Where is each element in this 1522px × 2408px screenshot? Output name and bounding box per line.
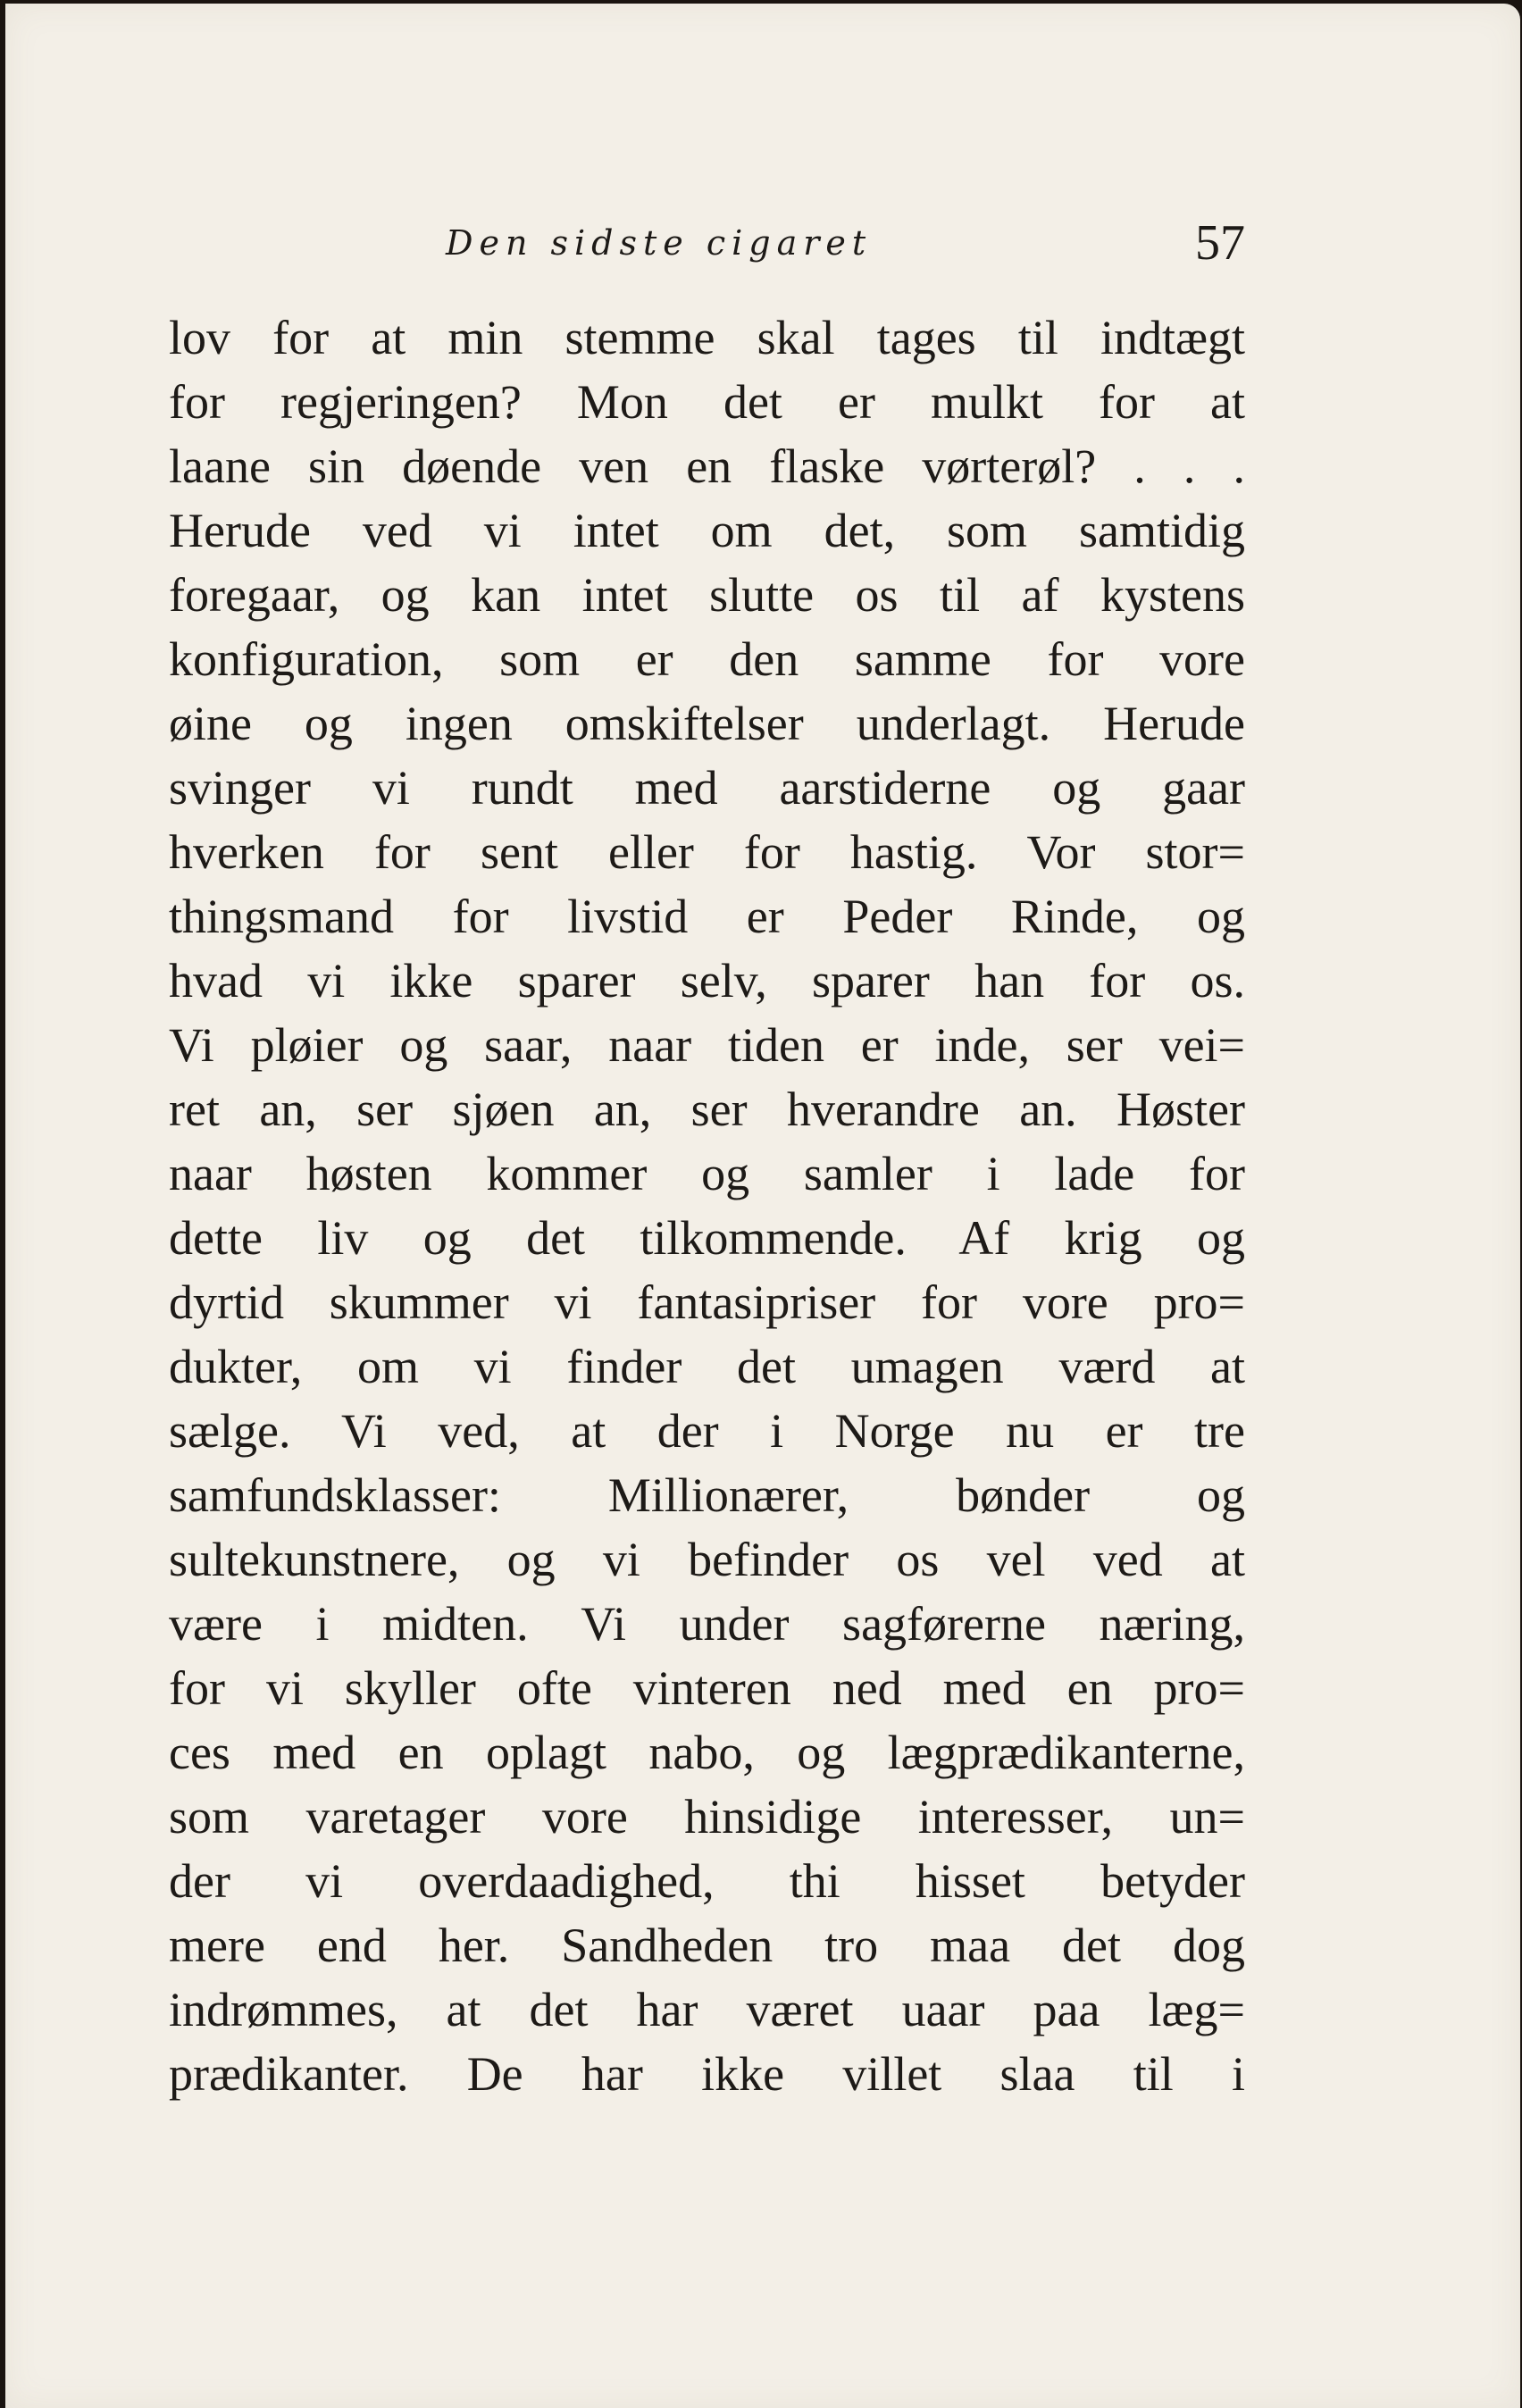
text-line: for regjeringen? Mon det er mulkt for at <box>169 375 1245 429</box>
text-line: naar høsten kommer og samler i lade for <box>169 1147 1245 1200</box>
text-line: dyrtid skummer vi fantasipriser for vore pro= <box>169 1275 1245 1329</box>
text-line: ret an, ser sjøen an, ser hverandre an. Høster <box>169 1083 1245 1136</box>
text-line: dette liv og det tilkommende. Af krig og <box>169 1211 1245 1265</box>
text-line: konfiguration, som er den samme for vore <box>169 632 1245 686</box>
text-line: thingsmand for livstid er Peder Rinde, og <box>169 890 1245 943</box>
body-text <box>169 305 1245 2106</box>
text-line: foregaar, og kan intet slutte os til af kystens <box>169 568 1245 622</box>
text-line: for vi skyller ofte vinteren ned med en pro= <box>169 1661 1245 1715</box>
page-header <box>169 207 1245 279</box>
text-line: lov for at min stemme skal tages til indtægt <box>169 311 1245 364</box>
text-line: Vi pløier og saar, naar tiden er inde, ser vei= <box>169 1018 1245 1072</box>
page-number: 57 <box>1195 215 1245 271</box>
text-line: prædikanter. De har ikke villet slaa til i <box>169 2047 1245 2101</box>
text-line: indrømmes, at det har været uaar paa læg= <box>169 1983 1245 2036</box>
text-line: hverken for sent eller for hastig. Vor stor= <box>169 825 1245 879</box>
text-line: øine og ingen omskiftelser underlagt. Herude <box>169 697 1245 750</box>
text-line: hvad vi ikke sparer selv, sparer han for os. <box>169 954 1245 1008</box>
text-line: være i midten. Vi under sagførerne næring, <box>169 1597 1245 1651</box>
text-line: sælge. Vi ved, at der i Norge nu er tre <box>169 1404 1245 1458</box>
book-page <box>5 4 1520 2408</box>
running-title: Den sidste cigaret <box>446 223 873 263</box>
text-line: sultekunstnere, og vi befinder os vel ved at <box>169 1533 1245 1586</box>
text-line: der vi overdaadighed, thi hisset betyder <box>169 1854 1245 1908</box>
text-line: svinger vi rundt med aarstiderne og gaar <box>169 761 1245 815</box>
text-line: som varetager vore hinsidige interesser, un= <box>169 1790 1245 1844</box>
text-line: Herude ved vi intet om det, som samtidig <box>169 504 1245 557</box>
text-line: samfundsklasser: Millionærer, bønder og <box>169 1468 1245 1522</box>
text-line: mere end her. Sandheden tro maa det dog <box>169 1919 1245 1972</box>
text-line: ces med en oplagt nabo, og lægprædikanterne, <box>169 1726 1245 1779</box>
text-line: laane sin døende ven en flaske vørterøl? . . . <box>169 439 1245 493</box>
text-line: dukter, om vi finder det umagen værd at <box>169 1340 1245 1393</box>
